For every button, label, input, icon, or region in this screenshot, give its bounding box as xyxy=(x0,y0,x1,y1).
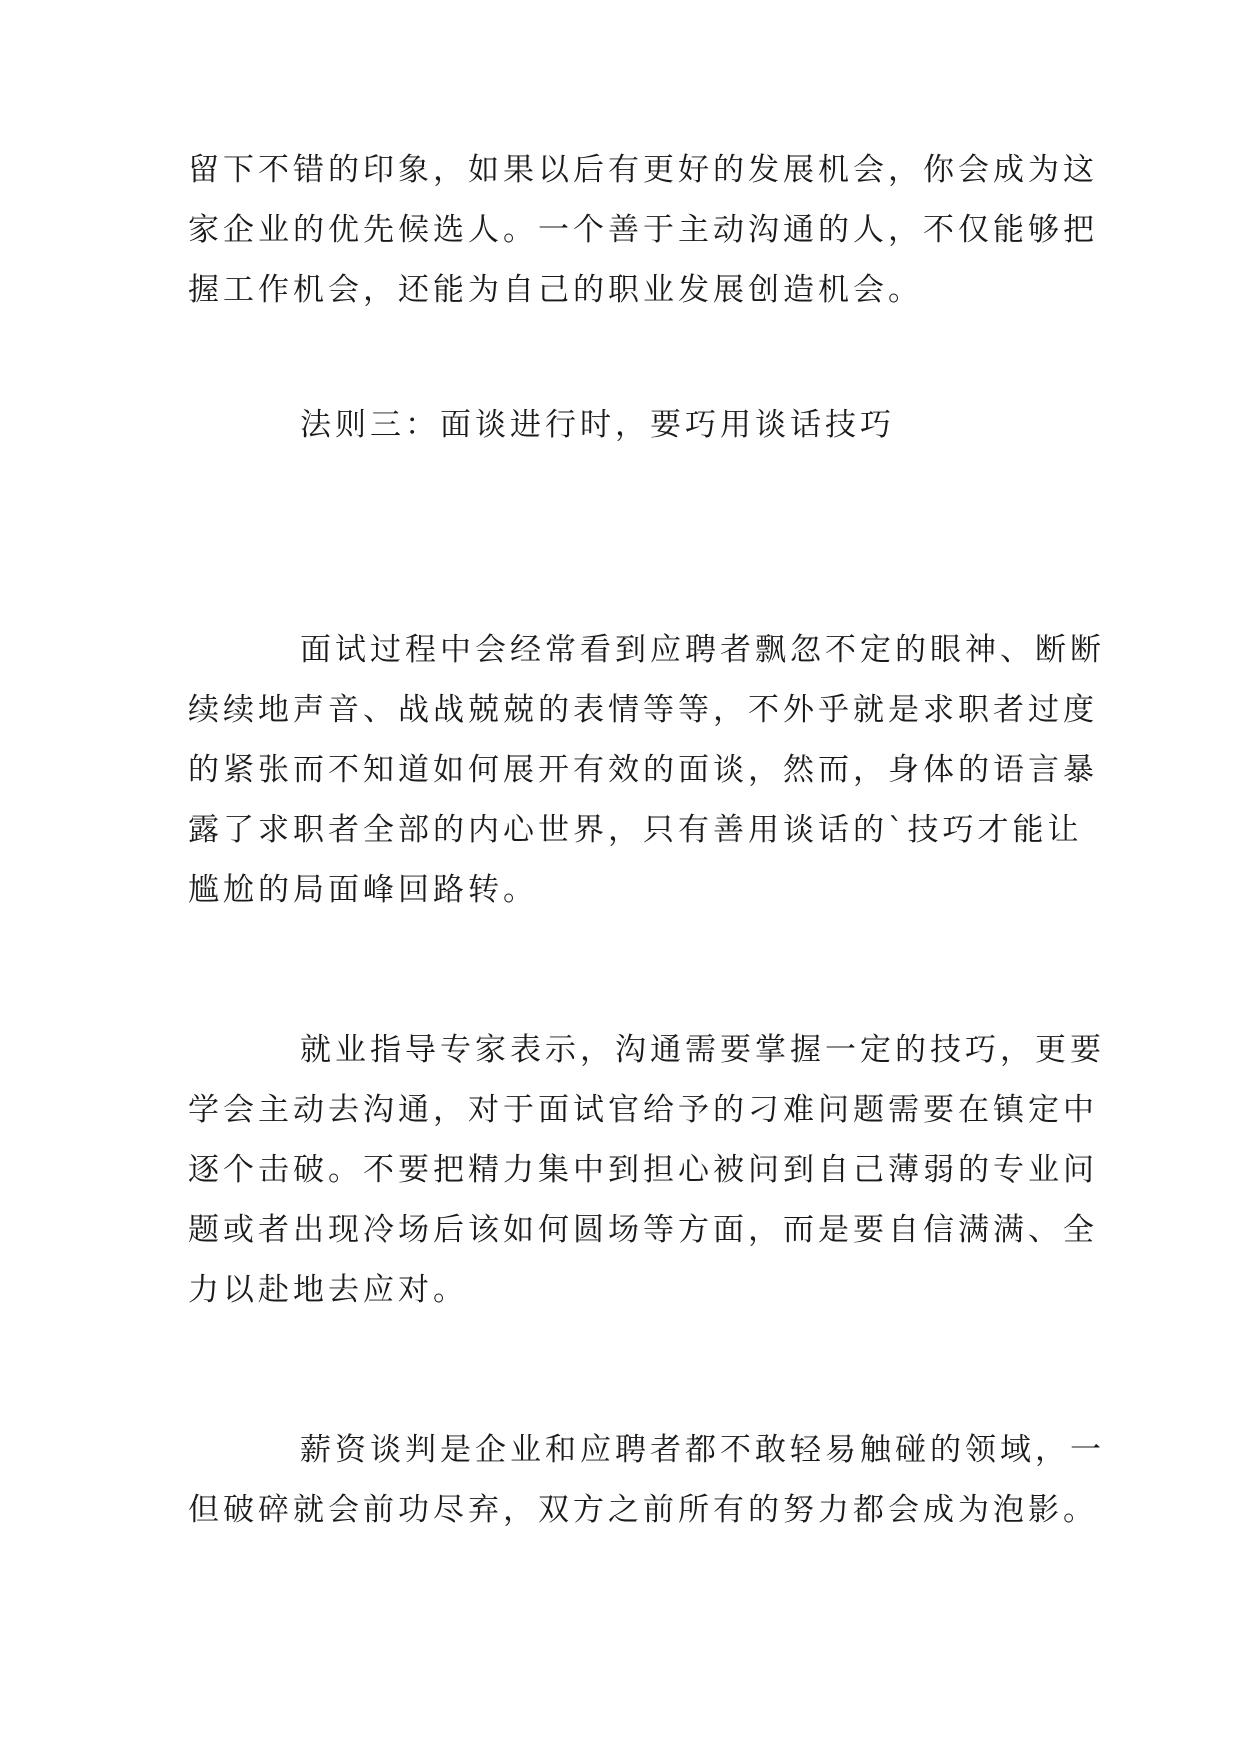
text-line: 面试过程中会经常看到应聘者飘忽不定的眼神、断断 xyxy=(300,632,1105,668)
text-line: 就业指导专家表示，沟通需要掌握一定的技巧，更要 xyxy=(300,1032,1105,1068)
paragraph-salary-negotiation xyxy=(188,1420,1105,1540)
text-line: 学会主动去沟通，对于面试官给予的刁难问题需要在镇定中 xyxy=(188,1092,1098,1128)
text-line: 题或者出现冷场后该如何圆场等方面，而是要自信满满、全 xyxy=(188,1212,1098,1248)
paragraph-interview-process xyxy=(188,620,1105,920)
text-line: 露了求职者全部的内心世界，只有善用谈话的`技巧才能让 xyxy=(188,812,1083,848)
paragraph-expert-advice xyxy=(188,1020,1105,1320)
text-line: 薪资谈判是企业和应聘者都不敢轻易触碰的领域，一 xyxy=(300,1432,1105,1468)
paragraph-continuation xyxy=(188,140,1098,320)
text-line: 留下不错的印象，如果以后有更好的发展机会，你会成为这 xyxy=(188,152,1098,188)
text-line: 但破碎就会前功尽弃，双方之前所有的努力都会成为泡影。 xyxy=(188,1492,1098,1528)
text-line: 的紧张而不知道如何展开有效的面谈，然而，身体的语言暴 xyxy=(188,752,1098,788)
text-line: 续续地声音、战战兢兢的表情等等，不外乎就是求职者过度 xyxy=(188,692,1098,728)
heading-text: 法则三：面谈进行时，要巧用谈话技巧 xyxy=(300,407,895,443)
text-line: 尴尬的局面峰回路转。 xyxy=(188,872,538,908)
text-line: 家企业的优先候选人。一个善于主动沟通的人，不仅能够把 xyxy=(188,212,1098,248)
section-heading xyxy=(188,395,1058,455)
text-line: 握工作机会，还能为自己的职业发展创造机会。 xyxy=(188,272,923,308)
text-line: 力以赴地去应对。 xyxy=(188,1272,468,1308)
text-line: 逐个击破。不要把精力集中到担心被问到自己薄弱的专业问 xyxy=(188,1152,1098,1188)
